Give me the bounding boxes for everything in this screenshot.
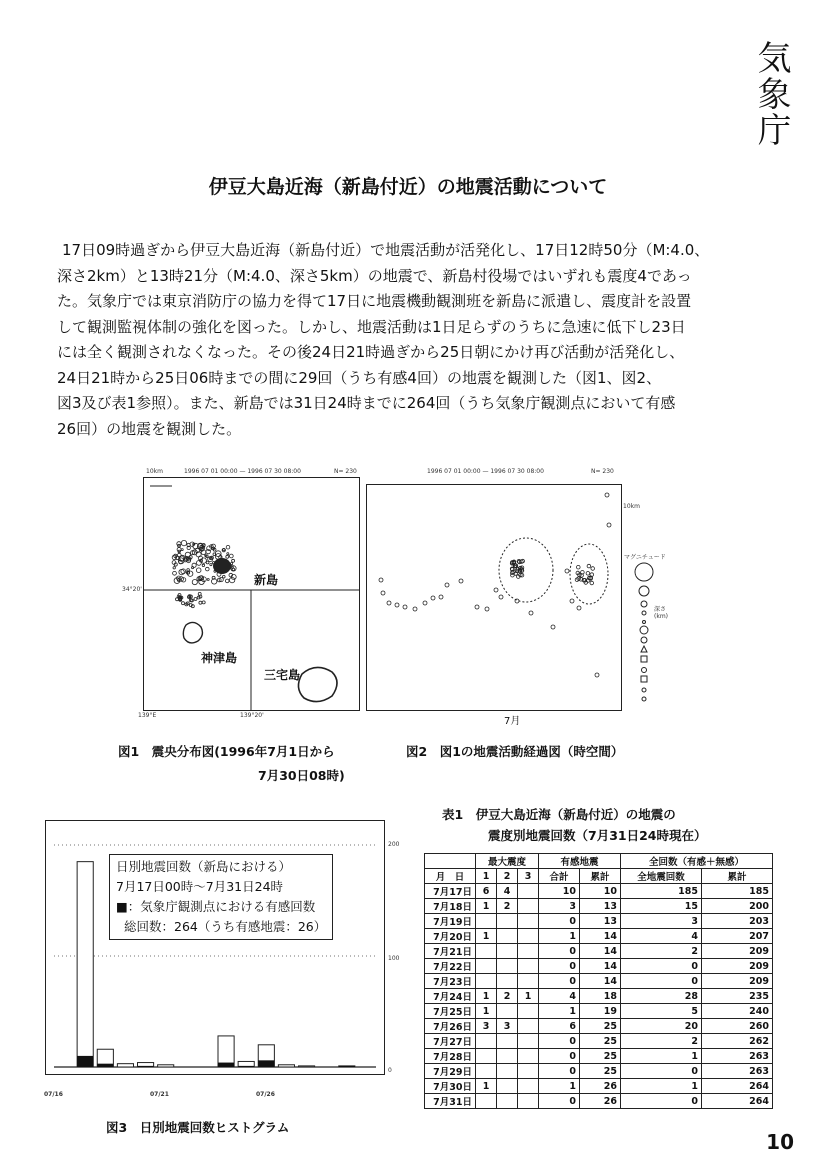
fig1-count: N= 230 <box>334 468 357 475</box>
event-marker <box>381 591 385 595</box>
table-sub-header <box>425 869 773 884</box>
table-cell <box>518 974 539 989</box>
y-tick: 200 <box>388 841 400 848</box>
table-cell: 10 <box>580 884 621 899</box>
fig2-svg <box>367 485 621 710</box>
table-cell: 203 <box>702 914 773 929</box>
table-cell: 2 <box>621 1034 702 1049</box>
sub-header: 累計 <box>580 869 621 884</box>
table-cell: 1 <box>539 1079 580 1094</box>
event-marker <box>403 605 407 609</box>
table-group-header <box>425 854 773 869</box>
table-cell: 1 <box>621 1049 702 1064</box>
table-cell: 14 <box>580 959 621 974</box>
table-cell <box>497 1004 518 1019</box>
row-date: 7月30日 <box>425 1079 476 1094</box>
legend-line: 総回数：264（うち有感地震：26） <box>124 919 327 934</box>
row-date: 7月29日 <box>425 1064 476 1079</box>
event-marker <box>587 564 591 568</box>
table-cell: 1 <box>476 899 497 914</box>
row-date: 7月25日 <box>425 1004 476 1019</box>
sub-header: 合計 <box>539 869 580 884</box>
table1 <box>424 853 773 1109</box>
body-line: 24日21時から25日06時までの間に29回（うち有感4回）の地震を観測した（図1、図2、 <box>57 368 662 387</box>
table-cell: 19 <box>580 1004 621 1019</box>
row-date: 7月18日 <box>425 899 476 914</box>
fig1-lon-left: 139°E <box>138 712 157 719</box>
table-cell <box>476 1049 497 1064</box>
table-cell <box>518 1004 539 1019</box>
table-cell: 3 <box>539 899 580 914</box>
epicenter-marker <box>173 567 175 569</box>
table-cell: 264 <box>702 1079 773 1094</box>
event-marker <box>431 596 435 600</box>
table-cell: 240 <box>702 1004 773 1019</box>
epicenter-marker <box>225 579 229 583</box>
sub-header: 月 日 <box>425 869 476 884</box>
table-cell <box>476 1094 497 1109</box>
table-cell <box>497 1079 518 1094</box>
table-cell: 3 <box>476 1019 497 1034</box>
bar-total <box>77 862 93 1067</box>
fig3-caption: 図3 日別地震回数ヒストグラム <box>106 1120 290 1135</box>
body-text <box>57 238 782 442</box>
table-row <box>425 1004 773 1019</box>
event-marker <box>395 603 399 607</box>
table-cell: 0 <box>539 914 580 929</box>
table1-caption-2: 震度別地震回数（7月31日24時現在） <box>488 828 707 843</box>
table-cell: 1 <box>539 929 580 944</box>
table-cell: 262 <box>702 1034 773 1049</box>
event-marker <box>551 625 555 629</box>
event-marker <box>485 607 489 611</box>
bar-felt <box>218 1063 234 1067</box>
epicenter-marker <box>229 554 233 558</box>
table-cell <box>497 1034 518 1049</box>
fig2-header: 1996 07 01 00:00 — 1996 07 30 08:00 <box>427 468 544 475</box>
bar-total <box>158 1065 174 1067</box>
table-cell: 5 <box>621 1004 702 1019</box>
event-marker <box>379 578 383 582</box>
row-date: 7月27日 <box>425 1034 476 1049</box>
event-marker <box>595 673 599 677</box>
table-row <box>425 884 773 899</box>
event-marker <box>565 569 569 573</box>
table-cell: 1 <box>476 929 497 944</box>
event-marker <box>413 607 417 611</box>
body-line: 17日09時過ぎから伊豆大島近海（新島付近）で地震活動が活発化し、17日12時50分（M:4.0、 <box>62 241 710 259</box>
table-cell: 0 <box>539 974 580 989</box>
table-cell: 4 <box>621 929 702 944</box>
fig2-xlabel: 7月 <box>504 716 521 727</box>
cluster-ellipse <box>570 544 608 604</box>
table-cell <box>497 929 518 944</box>
table-cell <box>518 914 539 929</box>
fig1-lon-right: 139°20' <box>240 712 264 719</box>
table-row <box>425 1019 773 1034</box>
label-niijima: 新島 <box>254 573 279 587</box>
bar-felt <box>339 1066 355 1067</box>
table-cell: 0 <box>621 974 702 989</box>
table-cell: 15 <box>621 899 702 914</box>
row-date: 7月19日 <box>425 914 476 929</box>
event-marker <box>577 606 581 610</box>
event-marker <box>423 601 427 605</box>
epicenter-marker <box>176 598 179 601</box>
table-cell: 0 <box>621 1094 702 1109</box>
bar-felt <box>97 1064 113 1067</box>
epicenter-marker <box>196 568 201 573</box>
event-marker <box>570 599 574 603</box>
event-marker <box>445 583 449 587</box>
body-line: して観測監視体制の強化を図った。しかし、地震活動は1日足らずのうちに急速に低下し23日 <box>57 317 686 336</box>
epicenter-marker <box>194 598 197 601</box>
row-date: 7月28日 <box>425 1049 476 1064</box>
event-marker <box>439 595 443 599</box>
table-cell <box>497 1094 518 1109</box>
fig1-map-plot <box>144 478 359 710</box>
row-date: 7月26日 <box>425 1019 476 1034</box>
table-cell <box>497 914 518 929</box>
table-cell <box>518 1049 539 1064</box>
epicenter-marker <box>207 579 209 581</box>
table-cell: 2 <box>621 944 702 959</box>
sub-header: 2 <box>497 869 518 884</box>
epicenter-marker <box>202 564 204 566</box>
table-cell: 209 <box>702 959 773 974</box>
fig2-caption: 図2 図1の地震活動経過図（時空間） <box>406 744 624 759</box>
x-tick: 07/16 <box>44 1091 63 1098</box>
row-date: 7月17日 <box>425 884 476 899</box>
table-cell: 209 <box>702 944 773 959</box>
body-line: 深さ2km）と13時21分（M:4.0、深さ5km）の地震で、新島村役場ではいずれも震度4であっ <box>57 266 692 285</box>
table-cell: 6 <box>476 884 497 899</box>
bar-felt <box>77 1056 93 1067</box>
space-time-dots <box>379 493 611 677</box>
epicenter-marker <box>202 601 205 604</box>
epicenter-marker <box>231 563 233 565</box>
table-cell <box>476 974 497 989</box>
epicenter-dots <box>172 540 236 607</box>
table-cell: 25 <box>580 1049 621 1064</box>
table-row <box>425 929 773 944</box>
table-cell: 25 <box>580 1034 621 1049</box>
table-cell <box>497 959 518 974</box>
table-cell <box>518 1064 539 1079</box>
sub-header: 3 <box>518 869 539 884</box>
event-marker <box>529 611 533 615</box>
epicenter-marker <box>173 571 177 575</box>
table-cell <box>476 959 497 974</box>
table-row <box>425 974 773 989</box>
table-cell: 263 <box>702 1049 773 1064</box>
table-cell: 14 <box>580 944 621 959</box>
fig1-caption-2: 7月30日08時) <box>258 768 345 783</box>
legend-line: 7月17日00時～7月31日24時 <box>116 879 284 894</box>
table-cell: 2 <box>497 989 518 1004</box>
bar-felt <box>238 1066 254 1067</box>
bar-total <box>299 1066 315 1067</box>
epicenter-marker <box>229 577 234 582</box>
table-cell <box>476 1034 497 1049</box>
event-marker <box>577 565 581 569</box>
fig1-scale-label: 10km <box>146 468 163 475</box>
table-cell: 0 <box>621 1064 702 1079</box>
epicenter-marker <box>181 540 186 545</box>
event-marker <box>475 605 479 609</box>
table-cell: 0 <box>539 1094 580 1109</box>
histogram-legend <box>109 854 333 940</box>
legend-line: 日別地震回数（新島における） <box>116 859 292 874</box>
table-cell: 0 <box>539 959 580 974</box>
table-cell: 1 <box>476 1079 497 1094</box>
event-marker <box>591 567 595 571</box>
group-header: 全回数（有感＋無感） <box>621 854 773 869</box>
event-marker <box>459 579 463 583</box>
fig2-count: N= 230 <box>591 468 614 475</box>
cluster-ellipse <box>499 538 553 602</box>
table-cell: 0 <box>621 959 702 974</box>
fig2-depth-top: 10km <box>623 503 640 510</box>
sub-header: 全地震回数 <box>621 869 702 884</box>
sub-header: 1 <box>476 869 497 884</box>
table-cell: 263 <box>702 1064 773 1079</box>
table-cell: 2 <box>497 899 518 914</box>
table-cell: 25 <box>580 1064 621 1079</box>
label-miyakejima: 三宅島 <box>264 668 301 682</box>
fig1-header: 1996 07 01 00:00 — 1996 07 30 08:00 <box>184 468 301 475</box>
sub-header: 累計 <box>702 869 773 884</box>
table-cell: 14 <box>580 974 621 989</box>
x-tick: 07/26 <box>256 1091 275 1098</box>
x-tick: 07/21 <box>150 1091 169 1098</box>
epicenter-marker <box>210 564 212 566</box>
row-date: 7月20日 <box>425 929 476 944</box>
event-marker <box>586 572 590 576</box>
table-cell: 0 <box>539 944 580 959</box>
table-cell <box>518 899 539 914</box>
table-cell: 1 <box>621 1079 702 1094</box>
row-date: 7月21日 <box>425 944 476 959</box>
table-row <box>425 1094 773 1109</box>
table-cell: 185 <box>621 884 702 899</box>
row-date: 7月24日 <box>425 989 476 1004</box>
miyakejima-island <box>298 667 337 701</box>
fig2-plot <box>366 468 640 727</box>
table-cell: 185 <box>702 884 773 899</box>
table-cell: 26 <box>580 1094 621 1109</box>
table-cell: 13 <box>580 899 621 914</box>
epicenter-marker <box>192 580 197 585</box>
table-row <box>425 1064 773 1079</box>
table-cell: 14 <box>580 929 621 944</box>
epicenter-marker <box>201 558 206 563</box>
table-cell: 18 <box>580 989 621 1004</box>
table-row <box>425 944 773 959</box>
fig3-chart <box>44 820 400 1098</box>
bar-total <box>218 1036 234 1067</box>
epicenter-marker <box>197 561 202 566</box>
fig1-lat-label: 34°20' <box>122 586 142 593</box>
table-cell: 10 <box>539 884 580 899</box>
fig1-map <box>122 468 360 719</box>
y-tick: 0 <box>388 1067 392 1074</box>
bar-total <box>117 1064 133 1067</box>
table-cell <box>497 1064 518 1079</box>
row-date: 7月22日 <box>425 959 476 974</box>
legend-line: ■：気象庁観測点における有感回数 <box>116 899 316 914</box>
y-tick: 100 <box>388 955 400 962</box>
row-date: 7月31日 <box>425 1094 476 1109</box>
group-header: 有感地震 <box>539 854 621 869</box>
event-marker <box>590 581 594 585</box>
table-cell <box>518 944 539 959</box>
epicenter-marker <box>226 545 230 549</box>
event-marker <box>605 493 609 497</box>
table-cell <box>497 974 518 989</box>
event-marker <box>494 588 498 592</box>
table-cell <box>476 914 497 929</box>
epicenter-marker <box>192 567 194 569</box>
table-cell: 3 <box>497 1019 518 1034</box>
epicenter-cluster <box>213 558 231 574</box>
body-line: には全く観測されなくなった。その後24日21時過ぎから25日朝にかけ再び活動が活発化し、 <box>57 343 685 361</box>
table-row <box>425 1034 773 1049</box>
table-cell: 207 <box>702 929 773 944</box>
table-cell: 26 <box>580 1079 621 1094</box>
fig1-caption-1: 図1 震央分布図(1996年7月1日から <box>118 744 335 759</box>
table-cell: 260 <box>702 1019 773 1034</box>
table-cell <box>518 929 539 944</box>
body-line: た。気象庁では東京消防庁の協力を得て17日に地震機動観測班を新島に派遣し、震度計を設置 <box>57 292 692 310</box>
agency-name: 気象庁 <box>751 40 791 148</box>
table-cell <box>518 1019 539 1034</box>
table-cell: 200 <box>702 899 773 914</box>
document-title: 伊豆大島近海（新島付近）の地震活動について <box>208 176 608 198</box>
table-cell <box>518 1034 539 1049</box>
table-cell: 235 <box>702 989 773 1004</box>
table-row <box>425 899 773 914</box>
table-cell: 4 <box>497 884 518 899</box>
table-row <box>425 989 773 1004</box>
table-cell: 6 <box>539 1019 580 1034</box>
table-cell: 20 <box>621 1019 702 1034</box>
bar-felt <box>258 1060 274 1067</box>
table-row <box>425 914 773 929</box>
event-marker <box>607 523 611 527</box>
table-cell: 1 <box>476 989 497 1004</box>
epicenter-marker <box>206 567 210 571</box>
page-number: 10 <box>766 1130 794 1154</box>
group-header: 最大震度 <box>476 854 539 869</box>
table-cell: 0 <box>539 1034 580 1049</box>
table-cell <box>518 1079 539 1094</box>
table-cell: 264 <box>702 1094 773 1109</box>
table-cell: 1 <box>539 1004 580 1019</box>
table-cell: 28 <box>621 989 702 1004</box>
epicenter-marker <box>181 549 183 551</box>
epicenter-marker <box>206 549 210 553</box>
epicenter-marker <box>226 555 229 558</box>
body-line: 26回）の地震を観測した。 <box>57 419 242 438</box>
table-cell: 3 <box>621 914 702 929</box>
table-row <box>425 959 773 974</box>
epicenter-marker <box>182 602 185 605</box>
table-row <box>425 1049 773 1064</box>
legend-symbols <box>626 560 669 720</box>
epicenter-marker <box>227 553 229 555</box>
epicenter-marker <box>232 559 235 562</box>
event-marker <box>499 595 503 599</box>
kozushima-island <box>183 622 202 642</box>
table-cell <box>497 1049 518 1064</box>
depth-label: 深さ(km) <box>654 606 669 620</box>
table-cell: 0 <box>539 1049 580 1064</box>
table-cell <box>518 1094 539 1109</box>
table-cell <box>476 1064 497 1079</box>
row-date: 7月23日 <box>425 974 476 989</box>
table-row <box>425 1079 773 1094</box>
fig2-legend <box>624 552 669 712</box>
table-cell <box>518 959 539 974</box>
table-cell: 1 <box>476 1004 497 1019</box>
label-kozushima: 神津島 <box>201 651 238 665</box>
bar-total <box>278 1065 294 1067</box>
table-cell: 25 <box>580 1019 621 1034</box>
epicenter-marker <box>223 575 226 578</box>
magnitude-label: マグニチュード <box>624 554 666 561</box>
table-cell <box>476 944 497 959</box>
epicenter-marker <box>199 601 202 604</box>
event-marker <box>387 601 391 605</box>
table-cell: 1 <box>518 989 539 1004</box>
body-line: 図3及び表1参照）。また、新島では31日24時までに264回（うち気象庁観測点において有感 <box>57 394 676 412</box>
table-cell <box>497 944 518 959</box>
bar-felt <box>138 1066 154 1067</box>
table-cell: 13 <box>580 914 621 929</box>
seismic-intensity-table <box>424 853 773 1109</box>
table-cell: 0 <box>539 1064 580 1079</box>
table-cell: 209 <box>702 974 773 989</box>
table-cell: 4 <box>539 989 580 1004</box>
table-cell <box>518 884 539 899</box>
table1-caption-1: 表1 伊豆大島近海（新島付近）の地震の <box>442 807 676 822</box>
